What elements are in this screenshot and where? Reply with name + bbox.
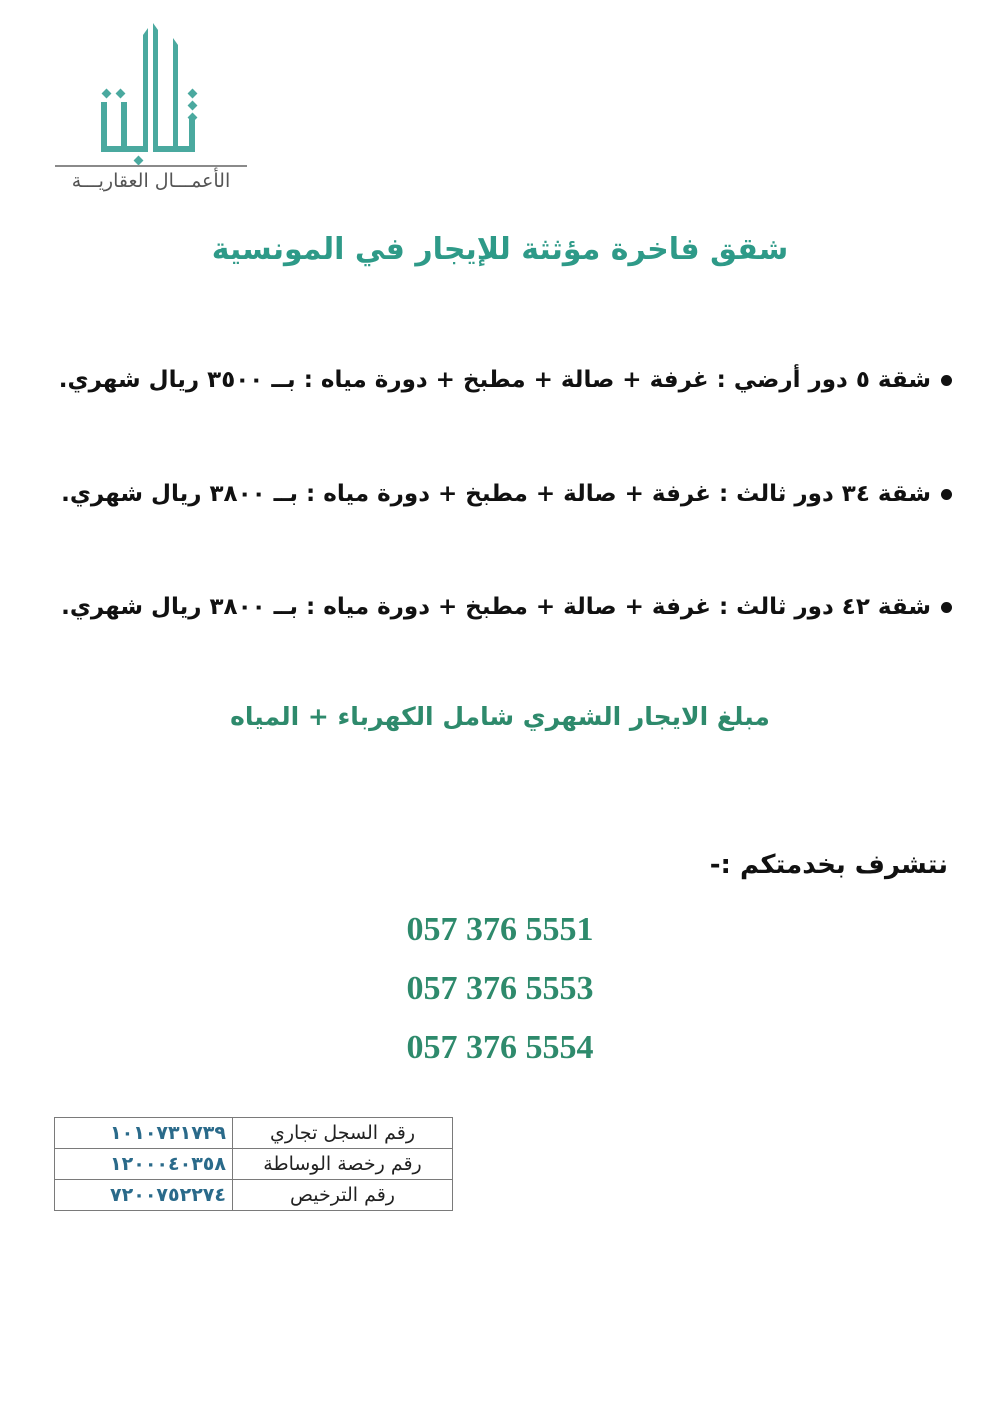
listing-item — [58, 367, 952, 393]
registration-table — [54, 1117, 453, 1211]
listing-text: شقة ٣٤ دور ثالث : غرفة + صالة + مطبخ + دورة مياه : بــ ٣٨٠٠ ريال شهري. — [61, 481, 931, 507]
table-row — [55, 1118, 453, 1149]
listing-text: شقة ٤٢ دور ثالث : غرفة + صالة + مطبخ + دورة مياه : بــ ٣٨٠٠ ريال شهري. — [61, 594, 931, 620]
logo-subtitle: الأعمـــال العقاريـــة — [71, 170, 231, 192]
listing-item — [61, 481, 952, 507]
license-number: ٧٢٠٠٧٥٢٢٧٤ — [55, 1180, 233, 1211]
company-logo — [55, 20, 250, 200]
bullet-icon — [941, 375, 952, 386]
rent-includes-note: مبلغ الايجار الشهري شامل الكهرباء + المياه — [230, 702, 770, 731]
bullet-icon — [941, 489, 952, 500]
bullet-icon — [941, 602, 952, 613]
page-title: شقق فاخرة مؤثثة للإيجار في المونسية — [211, 232, 789, 267]
logo-divider — [55, 165, 247, 167]
table-row — [55, 1149, 453, 1180]
contact-heading: نتشرف بخدمتكم :- — [709, 850, 948, 880]
phone-number-3[interactable]: 057 376 5554 — [406, 1029, 594, 1066]
brokerage-license-label: رقم رخصة الوساطة — [233, 1149, 453, 1180]
phone-number-1[interactable]: 057 376 5551 — [406, 911, 594, 948]
phone-number-2[interactable]: 057 376 5553 — [406, 970, 594, 1007]
phone-list — [390, 905, 610, 1082]
listing-item — [61, 594, 952, 620]
commercial-register-number: ١٠١٠٧٣١٧٣٩ — [55, 1118, 233, 1149]
brokerage-license-number: ١٢٠٠٠٤٠٣٥٨ — [55, 1149, 233, 1180]
license-label: رقم الترخيص — [233, 1180, 453, 1211]
table-row — [55, 1180, 453, 1211]
commercial-register-label: رقم السجل تجاري — [233, 1118, 453, 1149]
logo-mark-icon — [93, 20, 213, 170]
listing-text: شقة ٥ دور أرضي : غرفة + صالة + مطبخ + دورة مياه : بــ ٣٥٠٠ ريال شهري. — [58, 367, 931, 393]
